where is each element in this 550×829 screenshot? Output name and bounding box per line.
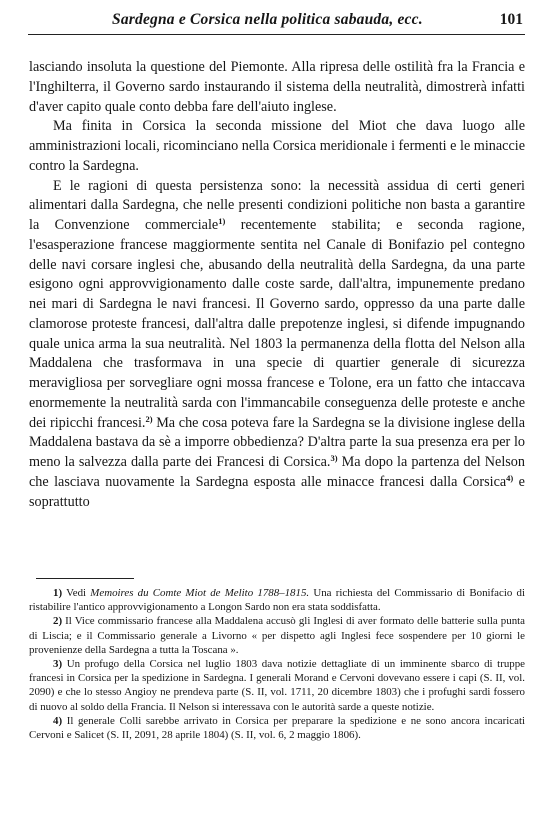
footnote-text: Un profugo della Corsica nel luglio 1803 dava notizie dettagliate di un imminente sbarco di truppe francesi in Corsica per la spedizione in Sardegna. I generali Morand e Cervoni dovevano essere i capi (S. II, vol. 2090) e che lo stesso Angioy ne prendeva parte (S. II, vol. 1711, 20 dicembre 1803) che i profughi sardi fossero di nuovo al soldo della Francia. Il Nelson si interessava con le autorità sarde a queste notizie.: [29, 658, 525, 713]
paragraph-1: lasciando insoluta la questione del Piemonte. Alla ripresa delle ostilità fra la Francia e l'Inghilterra, il Governo sardo instaurando il sistema della neutralità, dimostrerà infatti d'aver capito quale conto debba fare dell'aiuto inglese.: [29, 59, 525, 115]
paragraph-3-text-b: recentemente stabilita; e seconda ragione, l'esasperazione francese maggiormente sentita nel Canale di Bonifazio pel contegno delle navi corsare inglesi che, abusando della neutralità della Sardegna, da una parte esigono ogni approvvigionamento dalle coste sarde, dall'altra, impunemente predano nei mari di Sardegna le navi francesi. Il Governo sardo, oppresso da una parte dalle clamorose proteste francesi, dall'altra dalle prepotenze inglesi, si difende impugnando quale unica arma la sua neutralità. Nel 1803 la permanenza della flotta del Nelson alla Maddalena che trasformava in una specie di quartier generale di sicurezza meravigliosa per sorvegliare ogni mossa francese e Tolone, era un fatto che intaccava enormemente la neutralità sarda con l'immancabile conseguenza delle proteste e anche dei ripicchi francesi.: [29, 217, 525, 431]
paragraph-2: Ma finita in Corsica la seconda missione del Miot che dava luogo alle amministrazioni locali, ricominciano nella Corsica meridionale i fermenti e le minaccie contro la Sardegna.: [29, 118, 525, 174]
paragraph-3: [29, 177, 525, 513]
footnote-mark: 3): [53, 658, 63, 671]
footnote-ref-4[interactable]: 4): [506, 472, 514, 483]
running-header: [28, 8, 525, 35]
footnotes: [29, 586, 525, 742]
footnote-text: Il Vice commissario francese alla Maddalena accusò gli Inglesi di aver formato delle batterie sulla punta di Liscia; e il Commissario generale a Livorno « per dispetto agli Inglesi fece sospendere per 10 giorni le provenienze della Sardegna a tutta la Toscana ».: [29, 615, 525, 656]
footnote-1: [29, 586, 525, 614]
paragraph-3-text-d: Ma dopo la partenza del Nelson che lasciava nuovamente la Sardegna esposta alle minacce francesi dalla Corsica: [29, 454, 525, 490]
footnote-4: [29, 714, 525, 742]
footnote-ref-1[interactable]: 1): [218, 216, 226, 226]
footnote-pre: Vedi: [62, 587, 91, 599]
page-number: 101: [499, 11, 523, 28]
footnote-3: [29, 657, 525, 714]
footnote-mark: 1): [53, 587, 63, 599]
paragraph-3-text-a: E le ragioni di questa persistenza sono: la necessità assidua di certi generi alimentari dalla Sardegna, che nelle presenti condizioni politiche non basta a garantire la Convenzione commerciale: [29, 177, 525, 233]
footnote-text: Una richiesta del Commissario di Bonifacio di ristabilire l'antico approvvigionamento a Longon Sardo non era stata soddisfatta.: [29, 587, 525, 614]
running-title: Sardegna e Corsica nella politica sabauda, ecc.: [112, 11, 423, 28]
footnote-book-title: Memoires du Comte Miot de Melito 1788–1815.: [90, 587, 310, 599]
footnote-2: [29, 614, 525, 657]
footnote-ref-3[interactable]: 3): [330, 453, 338, 463]
footnote-text: Il generale Colli sarebbe arrivato in Corsica per preparare la spedizione e ne sono ancora incaricati Cervoni e Salicet (S. II, 2091, 28 aprile 1804) (S. II, vol. 6, 2 maggio 1806).: [29, 714, 525, 742]
footnote-mark: 4): [53, 714, 63, 727]
footnote-ref-2[interactable]: 2): [145, 413, 153, 424]
footnote-divider: [36, 578, 134, 579]
footnote-mark: 2): [53, 615, 63, 628]
paragraph-3-text-c: Ma che cosa poteva fare la Sardegna se la divisione inglese della Maddalena bastava da sè a imporre obbedienza? D'altra parte la sua presenza era per lo meno la salvezza dalla parte dei Francesi di Corsica.: [29, 414, 526, 470]
paragraph-3-text-e: e soprattutto: [29, 473, 525, 510]
body-text: [29, 58, 525, 512]
